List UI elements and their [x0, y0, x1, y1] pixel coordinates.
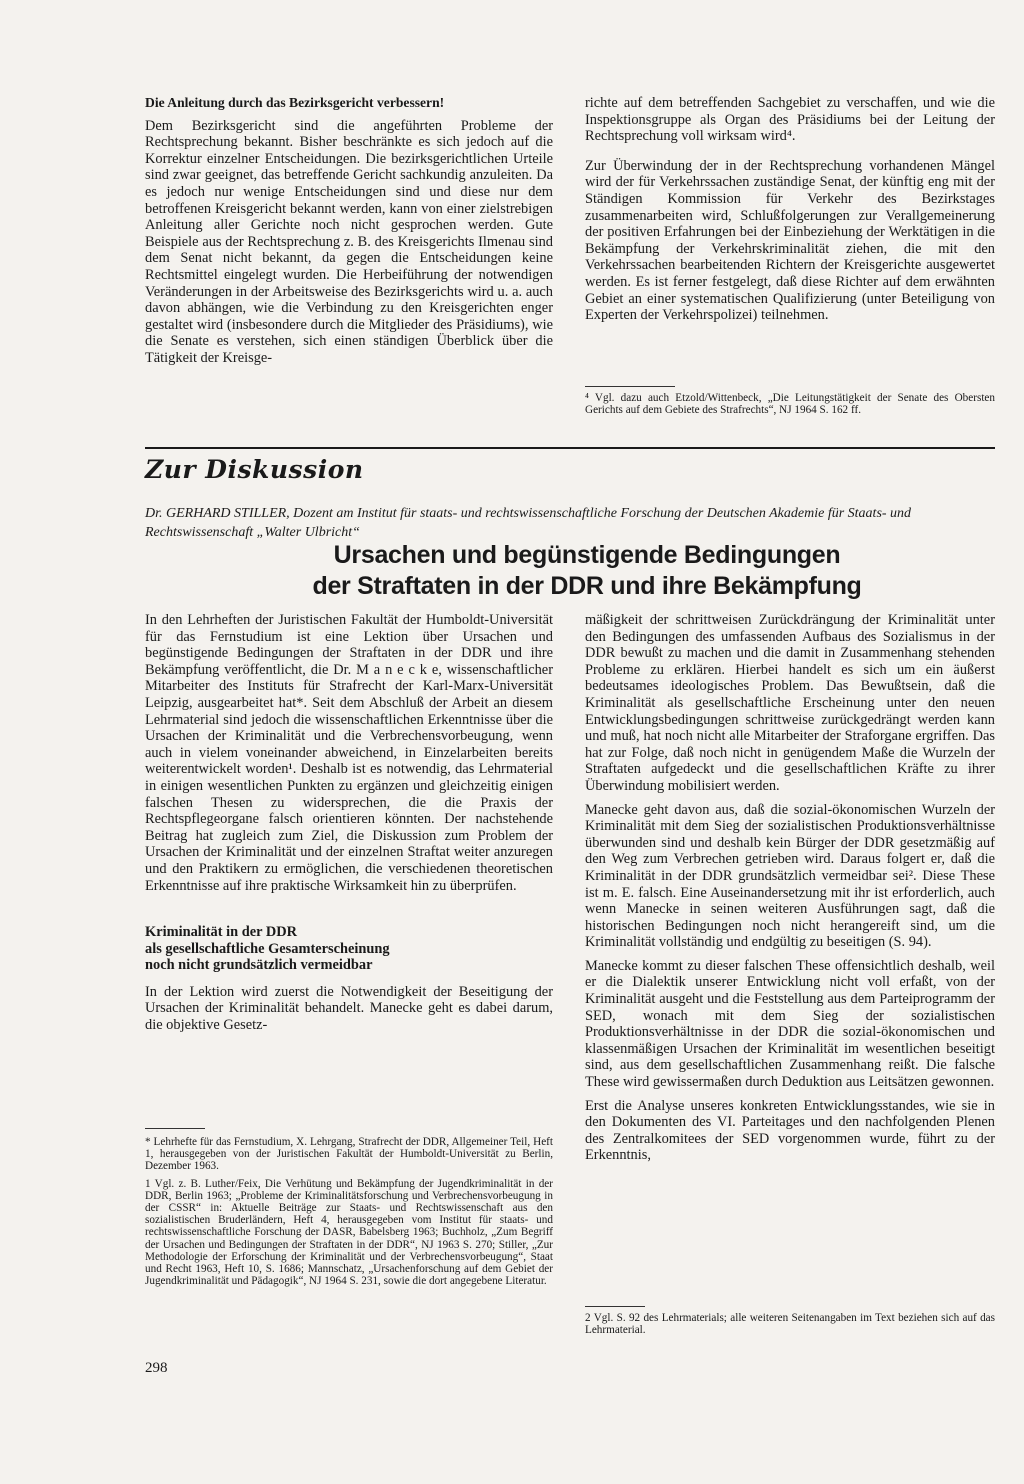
- page-number: 298: [145, 1360, 168, 1376]
- article-right-footnotes: [585, 1312, 995, 1336]
- section-divider: [145, 447, 995, 449]
- title-line: Ursachen und begünstigende Bedingungen: [333, 541, 841, 569]
- body-paragraph: Erst die Analyse unseres konkreten Entwicklungsstandes, wie sie in den Dokumenten des VI. Parteitages und den nachfolgenden Plenen des Zentralkomitees der SED vorgenommen wurde, führt zu der Erkenntnis,: [585, 1097, 995, 1164]
- body-paragraph: In den Lehrheften der Juristischen Fakultät der Humboldt-Universität für das Fernstudium ist eine Lektion über Ursachen und begünstigende Bedingungen der Straftaten in der DDR und ihre Bekämpfung veröffentlicht, die Dr. M a n e c k e, wissenschaftlicher Mitarbeiter des Instituts für Strafrecht der Karl-Marx-Universität Leipzig, ausgearbeitet hat*. Seit dem Abschluß der Arbeit an diesem Lehrmaterial sind jedoch die wissenschaftlichen Erkenntnisse über die Ursachen der Kriminalität und die Verbrechensvorbeugung, wenn auch in vielem voneinander abweichend, in Einzelarbeiten bereits weiterentwickelt worden¹. Deshalb ist es notwendig, das Lehrmaterial in einigen wesentlichen Punkten zu ergänzen und gleichzeitig einigen falschen Thesen zu widersprechen, die die Praxis der Rechtspflegeorgane falsch orientieren könnten. Der nachstehende Beitrag hat zugleich zum Ziel, die Diskussion zum Problem der Ursachen der Kriminalität und der einzelnen Straftat weiter anzuregen und den Praktikern zu ermöglichen, die verschiedenen theoretischen Erkenntnisse auf ihre praktische Wirksamkeit hin zu überprüfen.: [145, 612, 553, 894]
- heading-line: als gesellschaftliche Gesamterscheinung: [145, 940, 390, 957]
- footnote: * Lehrhefte für das Fernstudium, X. Lehrgang, Strafrecht der DDR, Allgemeiner Teil, Heft 1, herausgegeben von der Juristischen Fakultät der Humboldt-Universität zu Berlin, Dezember 1963.: [145, 1136, 553, 1173]
- heading-line: noch nicht grundsätzlich vermeidbar: [145, 957, 373, 974]
- discussion-label: Zur Diskussion: [145, 455, 364, 484]
- footnote: 2 Vgl. S. 92 des Lehrmaterials; alle weiteren Seitenangaben im Text beziehen sich auf das Lehrmaterial.: [585, 1312, 995, 1337]
- footnote: ⁴ Vgl. dazu auch Etzold/Wittenbeck, „Die Leitungstätigkeit der Senate des Obersten Gerichts auf dem Gebiete des Strafrechts“, NJ 1964 S. 162 ff.: [585, 392, 995, 417]
- body-paragraph: Manecke kommt zu dieser falschen These offensichtlich deshalb, weil er die Dialektik unserer Entwicklung nicht voll erfaßt, von der Kriminalität ausgeht und die Feststellung aus dem Parteiprogramm der SED, wonach mit dem Sieg der sozialistischen Produktionsverhältnisse in der DDR die sozial-ökonomischen und klassenmäßigen Ursachen der Kriminalität im wesentlichen beseitigt sind, aus dem gesellschaftlichen Zusammenhang reißt. Die falsche These wird gewissermaßen durch Deduktion aus Leitsätzen gewonnen.: [585, 957, 995, 1091]
- top-right-footnotes: [585, 392, 995, 416]
- article-title: [262, 540, 912, 602]
- title-line: der Straftaten in der DDR und ihre Bekämpfung: [312, 572, 862, 600]
- article-left-column: [145, 612, 553, 1034]
- subsection-heading: [145, 924, 553, 974]
- body-paragraph: Manecke geht davon aus, daß die sozial-ökonomischen Wurzeln der Kriminalität mit dem Sieg der sozialistischen Produktionsverhältnisse überwunden sind und deshalb kein Bürger der DDR gesetzmäßig auf den Weg zum Verbrechen getrieben wird. Daraus folgert er, daß die Kriminalität in der DDR grundsätzlich vermeidbar sei². Diese These ist m. E. falsch. Eine Auseinandersetzung mit ihr ist erforderlich, auch wenn Manecke in seinen weiteren Ausführungen sagt, daß die historischen Bedingungen noch nicht herangereift sind, um die Kriminalität vollständig und endgültig zu beseitigen (S. 94).: [585, 801, 995, 951]
- body-paragraph: mäßigkeit der schrittweisen Zurückdrängung der Kriminalität unter den Bedingungen des umfassenden Aufbaus des Sozialismus in der DDR bewußt zu machen und die damit in Zusammenhang stehenden Probleme zu erklären. Hierbei handelt es sich um ein äußerst bedeutsames ideologisches Problem. Das Bewußtsein, daß die Kriminalität als gesellschaftliche Erscheinung unter den neuen Entwicklungsbedingungen schrittweise zurückgedrängt werden kann und muß, hat noch nicht alle Mitarbeiter der Straforgane ergriffen. Das hat zur Folge, daß noch nicht in genügendem Maße die Wurzeln der Straftaten aufgedeckt und die gesellschaftlichen Kräfte zu ihrer Überwindung mobilisiert werden.: [585, 612, 995, 794]
- body-paragraph: Dem Bezirksgericht sind die angeführten Probleme der Rechtsprechung bekannt. Bisher beschränkte es sich jedoch auf die Korrektur einzelner Entscheidungen. Die bezirksgerichtlichen Urteile sind zwar geeignet, das betreffende Gericht sachkundig anzuleiten. Da es jedoch nur wenige Entscheidungen sind und diese nur dem betroffenen Kreisgericht bekannt werden, kann von einer zielstrebigen Anleitung aller Gerichte noch nicht gesprochen werden. Gute Beispiele aus der Rechtsprechung z. B. des Kreisgerichts Ilmenau sind dem Senat nicht bekannt, da gegen die Entscheidungen keine Rechtsmittel eingelegt wurden. Die Herbeiführung der notwendigen Veränderungen in der Arbeitsweise des Bezirksgerichts wird u. a. auch davon abhängen, wie die Verbindung zu den Kreisgerichten enger gestaltet wird (insbesondere durch die Mitglieder des Präsidiums), wie die Senate es verstehen, sich einen ständigen Überblick über die Tätigkeit der Kreisge-: [145, 117, 553, 366]
- article-right-column: [585, 612, 995, 1164]
- heading-line: Kriminalität in der DDR: [145, 924, 298, 941]
- body-paragraph: richte auf dem betreffenden Sachgebiet zu verschaffen, und wie die Inspektionsgruppe als Organ des Präsidiums bei der Leitung der Rechtsprechung voll wirksam wird⁴.: [585, 95, 995, 145]
- footnote-rule: [585, 386, 675, 387]
- body-paragraph: In der Lektion wird zuerst die Notwendigkeit der Beseitigung der Ursachen der Kriminalität behandelt. Manecke geht es dabei darum, die objektive Gesetz-: [145, 983, 553, 1034]
- article-left-footnotes: [145, 1136, 553, 1287]
- footnote-rule: [585, 1306, 645, 1307]
- section-heading: Die Anleitung durch das Bezirksgericht verbessern!: [145, 95, 445, 110]
- body-paragraph: Zur Überwindung der in der Rechtsprechung vorhandenen Mängel wird der für Verkehrssachen zuständige Senat, der künftig eng mit der Ständigen Kommission für Verkehr des Bezirkstages zusammenarbeiten wird, Schlußfolgerungen zur Verallgemeinerung der positiven Erfahrungen bei der Einbeziehung der Werktätigen in die Bekämpfung der Verkehrskriminalität ziehen, die mit den Verkehrssachen bearbeitenden Richtern der Kreisgerichte ausgewertet werden. Es ist ferner festgelegt, daß diese Richter auf dem erwähnten Gebiet an einer systematischen Qualifizierung (unter Beteiligung von Experten der Verkehrspolizei) teilnehmen.: [585, 157, 995, 324]
- footnote-rule: [145, 1128, 205, 1129]
- footnote: 1 Vgl. z. B. Luther/Feix, Die Verhütung und Bekämpfung der Jugendkriminalität in der DDR, Berlin 1963; „Probleme der Kriminalitätsforschung und Verbrechensvorbeugung in der CSSR“ in: Aktuelle Beiträge zur Staats- und Rechtswissenschaft aus den sozialistischen Bruderländern, Heft 4, herausgegeben vom Institut für staats- und rechtswissenschaftliche Forschung der DASR, Babelsberg 1963; Buchholz, „Zum Begriff der Ursachen und Bedingungen der Straftaten in der DDR“, NJ 1963 S. 270; Stiller, „Zur Methodologie der Erforschung der Kriminalität und der Verbrechensvorbeugung“, Staat und Recht 1963, Heft 10, S. 1686; Mannschatz, „Ursachenforschung auf dem Gebiet der Jugendkriminalität und Pädagogik“, NJ 1964 S. 231, sowie die dort angegebene Literatur.: [145, 1177, 553, 1288]
- author-byline: Dr. GERHARD STILLER, Dozent am Institut für staats- und rechtswissenschaftliche Forschung der Deutschen Akademie für Staats- und Rechtswissenschaft „Walter Ulbricht“: [145, 506, 912, 540]
- top-right-column: [585, 95, 995, 324]
- top-left-column: [145, 95, 553, 367]
